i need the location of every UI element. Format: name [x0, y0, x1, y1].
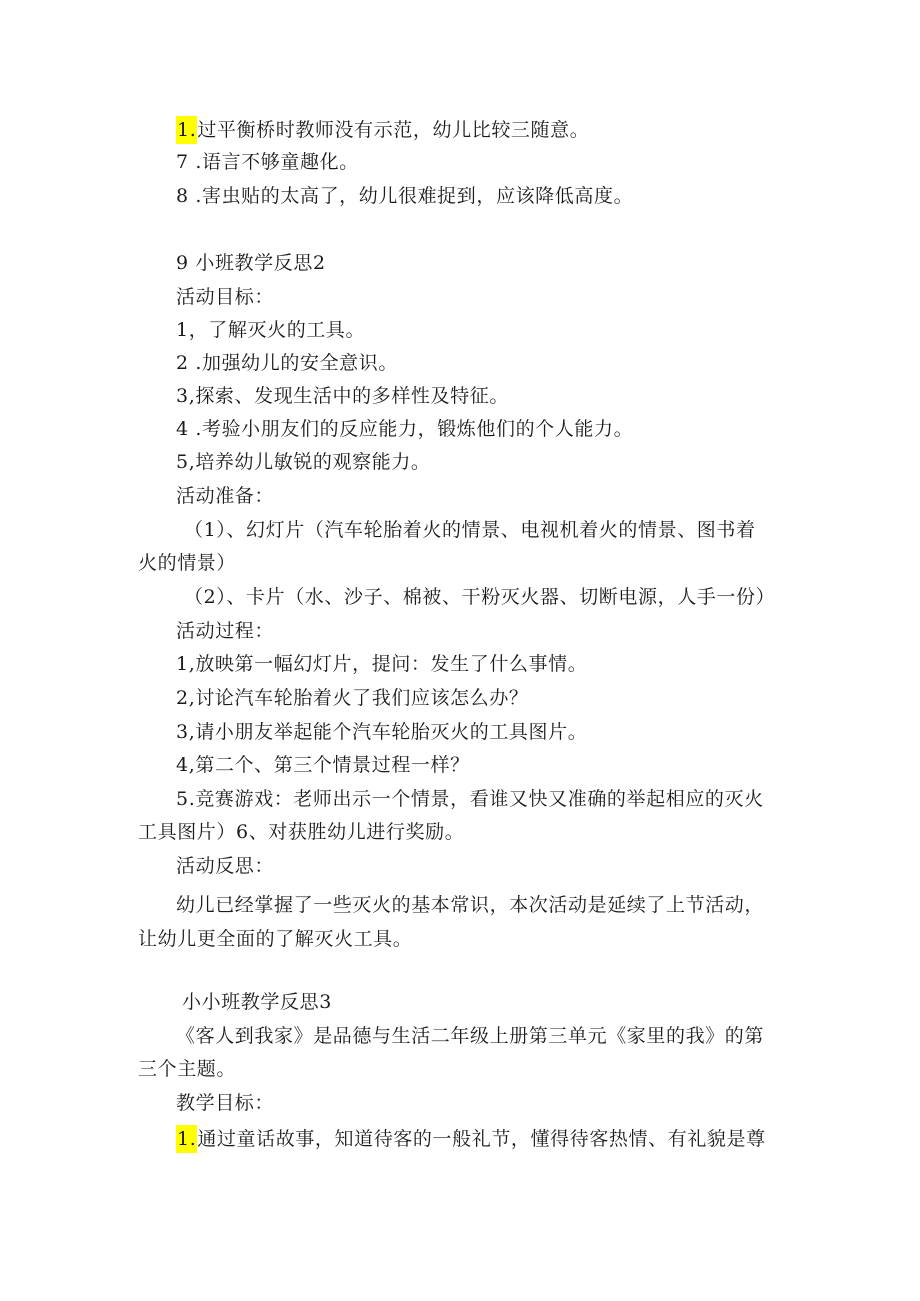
text-line [176, 417, 633, 441]
section-heading [176, 251, 326, 275]
line-text: 让幼儿更全面的了解灭火工具。 [138, 928, 413, 950]
line-text: 教学目标： [176, 1092, 275, 1114]
text-line [176, 318, 365, 342]
text-line [176, 652, 587, 676]
highlighted-list-marker: 1. [176, 116, 197, 144]
list-marker: 1 [176, 319, 189, 341]
text-line [176, 1125, 766, 1153]
line-text: .加强幼儿的安全意识。 [188, 352, 398, 374]
line-text: 活动目标： [176, 286, 275, 308]
line-text: 探索、发现生活中的多样性及特征。 [195, 385, 509, 407]
line-text: 培养幼儿敏锐的观察能力。 [195, 451, 431, 473]
line-text: 过平衡桥时教师没有示范，幼儿比较三随意。 [197, 119, 590, 141]
section-heading [182, 990, 332, 1014]
line-text: 小小班教学反思3 [182, 991, 332, 1013]
list-marker: 7 [176, 151, 189, 173]
list-marker: 9 [176, 252, 189, 274]
list-marker: 1, [176, 653, 196, 675]
text-line [176, 753, 470, 777]
text-line [176, 450, 431, 474]
text-line [138, 820, 464, 844]
text-line [138, 551, 236, 575]
line-text: 工具图片）6、对获胜幼儿进行奖励。 [138, 821, 465, 843]
list-marker: 3, [176, 721, 196, 743]
line-text: 竞赛游戏：老师出示一个情景，看谁又快又准确的举起相应的灭火 [195, 788, 764, 810]
line-text: 请小朋友举起能个汽车轮胎灭火的工具图片。 [195, 721, 588, 743]
list-marker: 3, [176, 385, 196, 407]
list-marker: 4 [176, 418, 189, 440]
line-text: 《客人到我家》是品德与生活二年级上册第三单元《家里的我》的第 [176, 1025, 765, 1047]
text-line [176, 1024, 764, 1048]
text-line [176, 150, 359, 174]
line-text: 第二个、第三个情景过程一样？ [195, 754, 470, 776]
text-line [184, 585, 775, 609]
text-line [176, 484, 274, 508]
line-text: 活动反思： [176, 855, 275, 877]
line-text: .害虫贴的太高了，幼儿很难捉到，应该降低高度。 [188, 185, 634, 207]
text-line [138, 1057, 236, 1081]
line-text: .语言不够童趣化。 [188, 151, 359, 173]
text-line [176, 619, 274, 643]
text-line [176, 893, 764, 917]
list-marker: 5. [176, 788, 196, 810]
text-line [176, 854, 274, 878]
line-text: 讨论汽车轮胎着火了我们应该怎么办？ [195, 687, 529, 709]
line-text: 活动过程： [176, 620, 275, 642]
text-line [176, 285, 274, 309]
line-text: 活动准备： [176, 485, 275, 507]
text-line [176, 1091, 274, 1115]
line-text: 三个主题。 [138, 1058, 237, 1080]
text-line [176, 384, 509, 408]
line-text: 通过童话故事，知道待客的一般礼节，懂得待客热情、有礼貌是尊 [197, 1128, 766, 1150]
line-text: 放映第一幅幻灯片，提问：发生了什么事情。 [195, 653, 588, 675]
list-marker: 2, [176, 687, 196, 709]
line-text: ，了解灭火的工具。 [188, 319, 366, 341]
highlighted-list-marker: 1. [176, 1125, 197, 1153]
text-line [176, 351, 398, 375]
line-text: 火的情景） [138, 552, 237, 574]
text-line [176, 116, 589, 144]
list-marker: 8 [176, 185, 189, 207]
text-line [176, 720, 587, 744]
line-text: 小班教学反思2 [188, 252, 326, 274]
list-marker: 5, [176, 451, 196, 473]
text-line [184, 518, 756, 542]
list-marker: 4, [176, 754, 196, 776]
line-text: （2）、卡片（水、沙子、棉被、干粉灭火器、切断电源，人手一份） [184, 586, 776, 608]
line-text: 幼儿已经掌握了一些灭火的基本常识，本次活动是延续了上节活动， [176, 894, 765, 916]
text-line [176, 686, 529, 710]
text-line [176, 184, 633, 208]
line-text: .考验小朋友们的反应能力，锻炼他们的个人能力。 [188, 418, 634, 440]
line-text: （1）、幻灯片（汽车轮胎着火的情景、电视机着火的情景、图书着 [184, 519, 756, 541]
text-line [176, 787, 764, 811]
list-marker: 2 [176, 352, 189, 374]
text-line [138, 927, 412, 951]
